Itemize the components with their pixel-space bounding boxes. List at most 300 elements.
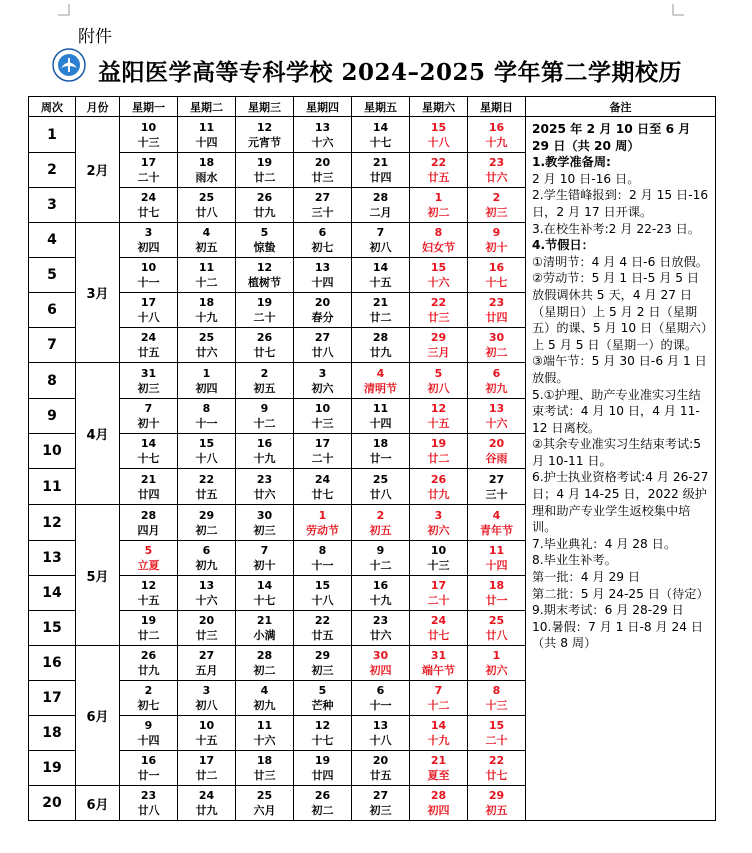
day-date: 27	[314, 191, 331, 204]
day-lunar: 十九	[253, 452, 276, 465]
day-date: 23	[488, 156, 505, 169]
day-lunar: 青年节	[480, 523, 513, 537]
day-lunar: 廿二	[253, 171, 276, 184]
day-lunar: 十五	[137, 594, 160, 607]
day-cell	[294, 576, 352, 611]
day-date: 26	[314, 789, 331, 802]
day-date: 7	[144, 402, 153, 415]
day-date: 3	[202, 684, 211, 697]
day-lunar: 初五	[369, 523, 392, 537]
day-lunar: 初三	[485, 206, 508, 219]
day-cell	[120, 751, 178, 786]
day-lunar: 初二	[311, 804, 334, 817]
day-lunar: 十八	[427, 135, 450, 149]
day-cell	[178, 434, 236, 469]
day-cell	[468, 399, 526, 434]
day-cell	[120, 223, 178, 258]
day-lunar: 二十	[137, 171, 160, 184]
day-date: 15	[314, 579, 331, 592]
day-lunar: 三十	[311, 206, 334, 219]
corner-mark-icon	[672, 4, 684, 16]
note-line: 2 月 10 日-16 日。	[532, 171, 640, 186]
day-cell	[120, 363, 178, 399]
day-date: 4	[202, 226, 211, 239]
corner-mark-icon	[58, 4, 70, 16]
day-date: 27	[488, 472, 505, 486]
header-sun: 星期日	[468, 97, 526, 117]
day-cell	[294, 258, 352, 293]
day-date: 3	[434, 508, 443, 522]
day-date: 25	[372, 472, 389, 486]
day-date: 27	[198, 649, 215, 662]
day-date: 21	[256, 614, 273, 627]
day-lunar: 初十	[485, 241, 508, 254]
day-date: 15	[430, 261, 447, 274]
day-lunar: 廿五	[369, 769, 392, 782]
day-cell	[120, 399, 178, 434]
day-cell	[410, 188, 468, 223]
day-date: 20	[314, 296, 331, 309]
day-cell	[468, 434, 526, 469]
day-date: 28	[372, 331, 389, 344]
header-notes: 备注	[526, 97, 716, 117]
day-date: 25	[256, 789, 273, 802]
day-date: 25	[488, 614, 505, 627]
day-date: 26	[430, 472, 447, 486]
week-number: 15	[29, 611, 76, 646]
week-number: 4	[29, 223, 76, 258]
day-cell	[294, 786, 352, 821]
note-line: 6.护士执业资格考试:4 月 26-27 日；4 月 14-25 日，2022 级护理和助产专业学生返校集中培训。	[532, 470, 709, 535]
day-date: 17	[198, 754, 215, 767]
day-lunar: 初三	[311, 664, 334, 677]
day-date: 25	[198, 331, 215, 344]
day-lunar: 初五	[195, 241, 218, 254]
month-cell: 3月	[76, 223, 120, 363]
day-cell	[468, 223, 526, 258]
day-cell	[410, 716, 468, 751]
day-cell	[352, 716, 410, 751]
day-date: 4	[376, 366, 385, 380]
day-lunar: 十四	[137, 734, 160, 747]
day-cell	[294, 328, 352, 363]
day-date: 20	[488, 437, 505, 450]
day-cell	[468, 751, 526, 786]
week-number: 8	[29, 363, 76, 399]
day-lunar: 十六	[311, 135, 334, 149]
day-lunar: 廿七	[485, 769, 508, 782]
notes-cell	[526, 117, 716, 821]
day-cell	[468, 646, 526, 681]
day-date: 13	[314, 261, 331, 274]
day-cell	[410, 399, 468, 434]
day-date: 5	[144, 544, 153, 557]
day-lunar: 廿五	[311, 629, 334, 642]
day-date: 28	[256, 649, 273, 662]
day-date: 9	[144, 719, 153, 732]
day-date: 10	[140, 120, 157, 134]
day-cell	[120, 258, 178, 293]
day-lunar: 廿六	[253, 487, 276, 501]
day-cell	[294, 751, 352, 786]
day-cell	[178, 223, 236, 258]
day-lunar: 廿三	[311, 171, 334, 184]
day-date: 3	[318, 366, 327, 380]
day-date: 11	[198, 261, 215, 274]
day-cell	[410, 258, 468, 293]
day-date: 18	[488, 579, 505, 592]
day-lunar: 二十	[427, 594, 450, 607]
day-lunar: 初十	[137, 417, 160, 430]
day-cell	[178, 716, 236, 751]
week-number: 5	[29, 258, 76, 293]
day-lunar: 初六	[427, 523, 450, 537]
day-lunar: 初二	[485, 346, 508, 359]
day-lunar: 初九	[485, 381, 508, 395]
day-lunar: 廿一	[137, 769, 160, 782]
day-date: 3	[144, 226, 153, 239]
day-lunar: 廿一	[485, 594, 508, 607]
day-cell	[410, 541, 468, 576]
day-cell	[178, 469, 236, 505]
day-date: 16	[488, 261, 505, 274]
day-lunar: 立夏	[137, 559, 160, 572]
week-number: 12	[29, 505, 76, 541]
day-date: 12	[256, 261, 273, 274]
day-date: 27	[372, 789, 389, 802]
day-lunar: 初八	[369, 241, 392, 254]
day-cell	[120, 681, 178, 716]
day-date: 20	[198, 614, 215, 627]
day-lunar: 十四	[485, 559, 508, 572]
week-number: 20	[29, 786, 76, 821]
note-line: 8.毕业生补考。	[532, 553, 617, 568]
day-lunar: 小满	[253, 629, 276, 642]
day-lunar: 芒种	[311, 699, 334, 712]
day-cell	[120, 469, 178, 505]
day-cell	[352, 399, 410, 434]
day-cell	[178, 117, 236, 153]
day-lunar: 廿八	[195, 206, 218, 219]
day-date: 30	[488, 331, 505, 344]
day-cell	[294, 363, 352, 399]
note-line: 4.节假日：	[532, 238, 594, 253]
day-lunar: 廿八	[485, 629, 508, 642]
day-date: 2	[492, 191, 501, 204]
day-lunar: 初四	[137, 241, 160, 254]
day-cell	[120, 188, 178, 223]
day-lunar: 十四	[311, 276, 334, 289]
day-lunar: 初二	[427, 206, 450, 219]
day-cell	[410, 223, 468, 258]
day-lunar: 廿二	[369, 311, 392, 324]
week-number: 19	[29, 751, 76, 786]
day-cell	[410, 293, 468, 328]
day-cell	[236, 716, 294, 751]
day-lunar: 廿五	[137, 346, 160, 359]
day-date: 12	[314, 719, 331, 732]
day-cell	[236, 363, 294, 399]
day-date: 19	[314, 754, 331, 767]
week-number: 7	[29, 328, 76, 363]
day-date: 19	[256, 296, 273, 309]
day-date: 23	[488, 296, 505, 309]
day-date: 9	[260, 402, 269, 415]
day-lunar: 廿六	[195, 346, 218, 359]
day-cell	[294, 611, 352, 646]
day-lunar: 十七	[253, 594, 276, 607]
day-lunar: 二十	[311, 452, 334, 465]
day-cell	[236, 399, 294, 434]
header-tue: 星期二	[178, 97, 236, 117]
day-cell	[178, 541, 236, 576]
day-date: 2	[376, 508, 385, 522]
day-date: 15	[198, 437, 215, 450]
note-line: ①清明节：4 月 4 日-6 日放假。②劳动节：5 月 1 日-5 月 5 日放假调休共 5 天，4 月 27 日（星期日）上 5 月 2 日（星期五）的课、5 月 10 日（星期六）上 5 月 5 日（星期一）的课。	[532, 254, 708, 352]
month-cell: 6月	[76, 646, 120, 786]
day-lunar: 植树节	[248, 276, 281, 289]
header-row	[29, 97, 716, 117]
day-cell	[120, 576, 178, 611]
day-lunar: 廿九	[137, 664, 160, 677]
day-lunar: 廿三	[427, 311, 450, 324]
day-cell	[352, 434, 410, 469]
day-date: 19	[430, 437, 447, 450]
day-lunar: 廿五	[427, 171, 450, 184]
day-cell	[178, 328, 236, 363]
day-date: 10	[198, 719, 215, 732]
day-date: 27	[314, 331, 331, 344]
day-cell	[178, 505, 236, 541]
day-lunar: 劳动节	[306, 523, 339, 537]
note-line: 10.暑假：7 月 1 日-8 月 24 日（共 8 周）	[532, 619, 704, 651]
day-lunar: 廿七	[253, 346, 276, 359]
day-date: 28	[430, 789, 447, 802]
day-cell	[236, 469, 294, 505]
day-date: 14	[372, 120, 389, 134]
day-date: 6	[376, 684, 385, 697]
day-cell	[294, 153, 352, 188]
day-lunar: 妇女节	[422, 241, 455, 254]
note-line: 9.期末考试：6 月 28-29 日	[532, 603, 684, 618]
day-cell	[178, 153, 236, 188]
day-date: 23	[372, 614, 389, 627]
day-cell	[410, 328, 468, 363]
day-cell	[410, 434, 468, 469]
day-date: 23	[140, 789, 157, 802]
day-date: 24	[314, 472, 331, 486]
day-lunar: 十二	[253, 417, 276, 430]
day-cell	[236, 328, 294, 363]
day-cell	[120, 434, 178, 469]
day-date: 16	[372, 579, 389, 592]
day-cell	[468, 188, 526, 223]
day-lunar: 三月	[427, 346, 450, 359]
day-lunar: 五月	[195, 664, 218, 677]
day-lunar: 十六	[485, 417, 508, 430]
day-cell	[352, 223, 410, 258]
day-lunar: 初二	[253, 664, 276, 677]
day-date: 22	[488, 754, 505, 767]
note-line: ②其余专业准实习生结束考试:5 月 10-11 日。	[532, 437, 702, 468]
note-line: 1.教学准备周:	[532, 155, 611, 170]
day-lunar: 初三	[253, 523, 276, 537]
day-date: 24	[430, 614, 447, 627]
day-lunar: 十四	[369, 417, 392, 430]
day-lunar: 十七	[369, 135, 392, 149]
day-date: 11	[372, 402, 389, 415]
day-date: 22	[198, 472, 215, 486]
week-number: 17	[29, 681, 76, 716]
week-number: 2	[29, 153, 76, 188]
day-cell	[120, 716, 178, 751]
header-sat: 星期六	[410, 97, 468, 117]
day-date: 6	[492, 366, 501, 380]
day-date: 9	[376, 544, 385, 557]
day-cell	[178, 363, 236, 399]
day-date: 26	[256, 191, 273, 204]
day-lunar: 初五	[253, 381, 276, 395]
header-week: 周次	[29, 97, 76, 117]
day-cell	[294, 716, 352, 751]
day-date: 26	[256, 331, 273, 344]
day-cell	[236, 681, 294, 716]
calendar-table	[28, 96, 716, 821]
day-lunar: 初四	[427, 804, 450, 817]
month-cell: 4月	[76, 363, 120, 505]
day-date: 31	[140, 366, 157, 380]
day-lunar: 十五	[427, 417, 450, 430]
day-cell	[294, 117, 352, 153]
day-cell	[410, 786, 468, 821]
day-cell	[294, 188, 352, 223]
day-cell	[410, 469, 468, 505]
day-cell	[468, 611, 526, 646]
day-cell	[294, 681, 352, 716]
day-lunar: 廿七	[311, 487, 334, 501]
day-cell	[236, 434, 294, 469]
day-date: 10	[430, 544, 447, 557]
day-lunar: 十四	[195, 135, 218, 149]
day-date: 20	[372, 754, 389, 767]
day-lunar: 十八	[195, 452, 218, 465]
day-date: 22	[430, 296, 447, 309]
day-cell	[352, 293, 410, 328]
day-date: 2	[260, 366, 269, 380]
day-date: 21	[372, 296, 389, 309]
day-date: 12	[430, 402, 447, 415]
day-cell	[236, 117, 294, 153]
day-cell	[178, 188, 236, 223]
day-date: 4	[492, 508, 501, 522]
day-cell	[352, 117, 410, 153]
day-date: 14	[430, 719, 447, 732]
day-lunar: 廿七	[137, 206, 160, 219]
day-cell	[410, 363, 468, 399]
day-lunar: 雨水	[195, 171, 218, 184]
day-date: 13	[198, 579, 215, 592]
day-date: 23	[256, 472, 273, 486]
day-date: 29	[488, 789, 505, 802]
day-cell	[352, 786, 410, 821]
day-lunar: 端午节	[422, 664, 455, 677]
day-date: 29	[430, 331, 447, 344]
day-lunar: 四月	[137, 523, 160, 537]
day-date: 11	[198, 120, 215, 134]
day-date: 24	[140, 191, 157, 204]
day-lunar: 十九	[369, 594, 392, 607]
day-lunar: 十一	[369, 699, 392, 712]
day-cell	[468, 363, 526, 399]
day-cell	[236, 258, 294, 293]
day-cell	[410, 646, 468, 681]
day-cell	[410, 576, 468, 611]
day-lunar: 十七	[137, 452, 160, 465]
day-cell	[468, 505, 526, 541]
day-lunar: 十三	[137, 135, 160, 149]
day-cell	[352, 646, 410, 681]
day-date: 14	[256, 579, 273, 592]
day-cell	[120, 786, 178, 821]
day-lunar: 廿二	[195, 769, 218, 782]
day-lunar: 初五	[485, 804, 508, 817]
day-lunar: 初六	[485, 664, 508, 677]
day-cell	[294, 541, 352, 576]
day-date: 24	[198, 789, 215, 802]
day-cell	[410, 153, 468, 188]
day-lunar: 二月	[369, 206, 392, 219]
day-cell	[236, 646, 294, 681]
day-lunar: 廿九	[427, 487, 450, 501]
note-line: 7.毕业典礼：4 月 28 日。	[532, 536, 677, 551]
day-lunar: 廿七	[427, 629, 450, 642]
day-lunar: 初九	[195, 559, 218, 572]
day-lunar: 廿八	[137, 804, 160, 817]
day-cell	[352, 258, 410, 293]
day-date: 5	[434, 366, 443, 380]
day-lunar: 十三	[485, 699, 508, 712]
day-lunar: 初四	[369, 664, 392, 677]
day-cell	[410, 681, 468, 716]
day-lunar: 十三	[427, 559, 450, 572]
day-date: 10	[314, 402, 331, 415]
day-date: 6	[202, 544, 211, 557]
day-lunar: 二十	[253, 311, 276, 324]
day-lunar: 初四	[195, 381, 218, 395]
day-cell	[352, 328, 410, 363]
day-lunar: 廿八	[369, 487, 392, 501]
week-number: 3	[29, 188, 76, 223]
day-cell	[468, 576, 526, 611]
day-date: 16	[256, 437, 273, 450]
day-lunar: 初八	[427, 381, 450, 395]
day-cell	[352, 188, 410, 223]
day-date: 13	[314, 120, 331, 134]
day-lunar: 夏至	[427, 769, 450, 782]
day-cell	[120, 117, 178, 153]
day-date: 8	[492, 684, 501, 697]
day-lunar: 廿四	[485, 311, 508, 324]
day-cell	[294, 223, 352, 258]
school-logo-icon	[52, 48, 86, 82]
day-lunar: 十九	[195, 311, 218, 324]
week-number: 16	[29, 646, 76, 681]
day-date: 9	[492, 226, 501, 239]
note-line: 2025 年 2 月 10 日至 6 月 29 日（共 20 周）	[532, 122, 691, 153]
day-cell	[294, 646, 352, 681]
day-cell	[178, 576, 236, 611]
day-date: 31	[430, 649, 447, 662]
